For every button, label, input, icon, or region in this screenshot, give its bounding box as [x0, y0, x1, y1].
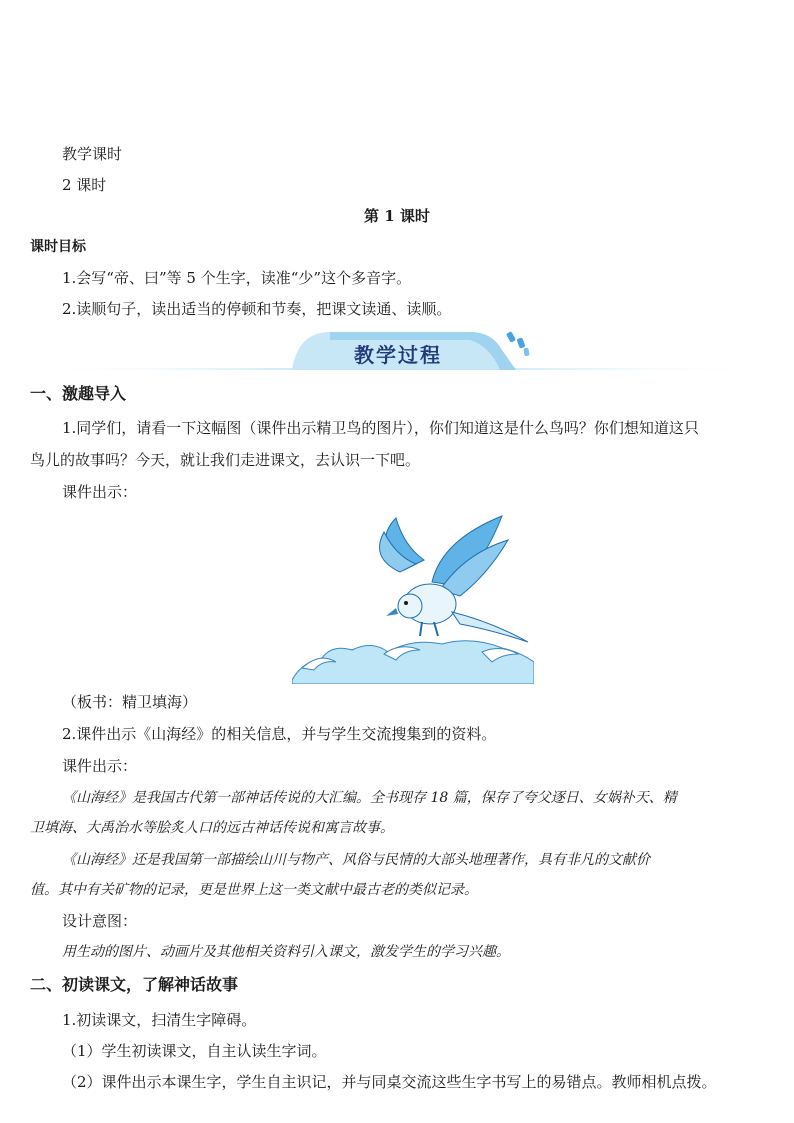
courseware-label-2: 课件出示：	[62, 757, 138, 775]
section1-p2: 2.课件出示《山海经》的相关信息，并与学生交流搜集到的资料。	[62, 725, 497, 743]
quote2-line1: 《山海经》还是我国第一部描绘山川与物产、风俗与民情的大部头地理著作，具有非凡的文献价	[62, 852, 650, 868]
quote1-line1: 《山海经》是我国古代第一部神话传说的大汇编。全书现存 18 篇，保存了夸父逐日、女娲补天、精	[62, 790, 677, 806]
section2-item1: （1）学生初读课文，自主认读生字词。	[62, 1042, 327, 1060]
quote2-line2: 值。其中有关矿物的记录，更是世界上这一类文献中最古老的类似记录。	[30, 882, 478, 898]
lesson-title: 第 1 课时	[364, 207, 430, 225]
banner-title: 教学过程	[354, 343, 442, 367]
period-value: 2 课时	[62, 176, 107, 194]
section1-heading: 一、激趣导入	[30, 384, 127, 403]
section1-p1-line1: 1.同学们，请看一下这幅图（课件出示精卫鸟的图片），你们知道这是什么鸟吗？你们想知道这只	[62, 419, 699, 437]
section2-item2: （2）课件出示本课生字，学生自主识记，并与同桌交流这些生字书写上的易错点。教师相机点拨。	[62, 1073, 717, 1091]
objective-2: 2.读顺句子，读出适当的停顿和节奏，把课文读通、读顺。	[62, 300, 452, 318]
courseware-label: 课件出示：	[62, 483, 138, 501]
design-text: 用生动的图片、动画片及其他相关资料引入课文，激发学生的学习兴趣。	[62, 944, 510, 960]
jingwei-bird-illustration	[292, 512, 534, 684]
objectives-label: 课时目标	[30, 239, 86, 255]
period-label: 教学课时	[62, 145, 123, 163]
section-banner	[30, 328, 766, 374]
objective-1: 1.会写“帝、曰”等 5 个生字，读准“少”这个多音字。	[62, 269, 412, 287]
quote1-line2: 卫填海、大禹治水等脍炙人口的远古神话传说和寓言故事。	[30, 820, 394, 836]
section2-p1: 1.初读课文，扫清生字障碍。	[62, 1011, 257, 1029]
section2-heading: 二、初读课文，了解神话故事	[30, 975, 239, 994]
board-note: （板书：精卫填海）	[62, 693, 198, 711]
section1-p1-line2: 鸟儿的故事吗？今天，就让我们走进课文，去认识一下吧。	[30, 451, 421, 469]
design-label: 设计意图：	[62, 912, 138, 930]
